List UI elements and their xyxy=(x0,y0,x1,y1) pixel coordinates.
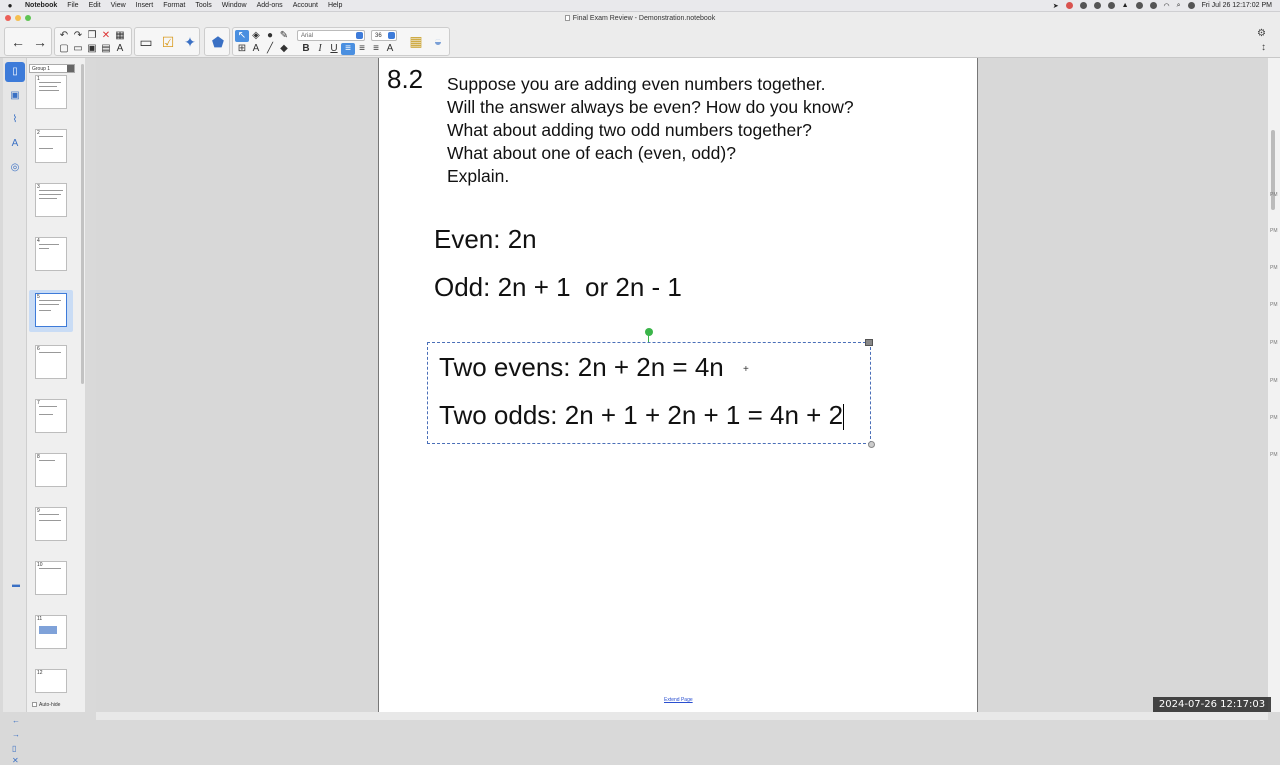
delete-page-icon[interactable]: ✕ xyxy=(12,756,19,765)
recording-timestamp: 2024-07-26 12:17:03 xyxy=(1153,697,1271,712)
thumb-line xyxy=(39,86,57,87)
auto-hide-toggle[interactable] xyxy=(32,702,60,708)
collapse-icon[interactable]: ▬ xyxy=(12,580,20,589)
shape-tool-icon[interactable]: ◈ xyxy=(252,30,260,41)
scrollbar-thumb[interactable] xyxy=(1271,130,1275,210)
thumb-line xyxy=(39,198,57,199)
font-select[interactable] xyxy=(297,30,365,41)
page-thumbnail[interactable] xyxy=(35,669,67,693)
page-thumbnail-selected[interactable] xyxy=(35,293,67,327)
response-icon[interactable]: ☑ xyxy=(161,34,175,50)
toolbar-position-icon[interactable]: ↕ xyxy=(1261,42,1266,53)
thumb-line xyxy=(39,194,61,195)
background-label: PM xyxy=(1270,228,1278,234)
page-thumbnail[interactable] xyxy=(35,237,67,271)
save-icon[interactable]: ▣ xyxy=(87,43,97,54)
status-icon-3[interactable] xyxy=(1108,2,1115,9)
canvas-scrollbar[interactable] xyxy=(1268,58,1280,712)
question-line: Explain. xyxy=(447,166,510,186)
thumb-line xyxy=(39,406,57,407)
page-number: 7 xyxy=(37,400,40,406)
settings-icon[interactable]: ⚙ xyxy=(1257,28,1266,39)
tab-page-sorter[interactable]: ▯ xyxy=(5,62,25,82)
horizontal-scrollbar[interactable] xyxy=(96,712,1268,720)
tab-properties[interactable]: A xyxy=(11,138,19,149)
page-thumbnail[interactable] xyxy=(35,561,67,595)
status-icon-1[interactable] xyxy=(1080,2,1087,9)
text-style-icon[interactable]: A xyxy=(386,43,394,54)
chevron-down-icon xyxy=(67,65,74,72)
group-select-value: Group 1 xyxy=(32,66,51,72)
close-window-button[interactable] xyxy=(5,15,11,21)
align-left-button[interactable]: ≡ xyxy=(341,43,355,55)
apple-icon[interactable]: ● xyxy=(7,1,13,10)
addons-icon[interactable]: ✦ xyxy=(184,34,196,50)
thumb-line xyxy=(39,304,59,305)
tab-addons[interactable]: ◎ xyxy=(10,162,20,173)
group-select[interactable] xyxy=(29,64,75,73)
thumb-line xyxy=(39,352,61,353)
page-icon[interactable]: ▭ xyxy=(73,43,83,54)
format-group xyxy=(232,27,450,56)
menu-addons[interactable]: Add-ons xyxy=(256,2,283,9)
thumb-line xyxy=(39,190,63,191)
erase-page-icon[interactable]: ⬟ xyxy=(211,34,225,50)
font-tool-icon[interactable]: A xyxy=(252,43,260,54)
eraser-group xyxy=(204,27,230,56)
menu-bar xyxy=(0,0,1280,12)
thumb-line xyxy=(39,310,51,311)
background-label: PM xyxy=(1270,378,1278,384)
thumb-line xyxy=(39,568,61,569)
delete-icon[interactable]: ✕ xyxy=(101,30,111,41)
screen-icon[interactable]: ▤ xyxy=(101,43,111,54)
menu-app[interactable]: Notebook xyxy=(25,2,58,9)
add-page-icon[interactable]: ▯ xyxy=(12,744,17,753)
menu-tools[interactable]: Tools xyxy=(195,2,212,9)
extend-page-link[interactable]: Extend Page xyxy=(664,697,693,703)
text-caret xyxy=(843,404,844,430)
bluetooth-icon[interactable] xyxy=(1150,2,1157,9)
thumb-line xyxy=(39,90,59,91)
toolbar xyxy=(0,25,1280,58)
page-thumbnail[interactable] xyxy=(35,453,67,487)
thumb-line xyxy=(39,300,61,301)
tab-attachments[interactable]: ⌇ xyxy=(12,114,18,125)
notebook-page[interactable] xyxy=(378,58,978,712)
thumb-line xyxy=(39,136,63,137)
window-titlebar xyxy=(0,12,1280,25)
mouse-cursor-icon: + xyxy=(743,364,749,375)
properties-icon[interactable]: ◒ xyxy=(433,33,443,49)
page-number: 2 xyxy=(37,130,40,136)
control-center-icon[interactable] xyxy=(1188,2,1195,9)
color-palette-icon[interactable]: ▦ xyxy=(409,33,423,49)
font-stepper-icon[interactable] xyxy=(356,32,363,39)
question-line: Suppose you are adding even numbers together. xyxy=(447,74,826,94)
size-stepper-icon[interactable] xyxy=(388,32,395,39)
select-tool-icon[interactable]: ↖ xyxy=(235,30,249,42)
minimize-window-button[interactable] xyxy=(15,15,21,21)
page-thumbnail[interactable] xyxy=(35,345,67,379)
search-icon[interactable]: ⌕ xyxy=(1176,1,1181,9)
line-tool-icon[interactable]: ╱ xyxy=(266,43,274,54)
page-thumbnail[interactable] xyxy=(35,399,67,433)
question-line: Will the answer always be even? How do you know? xyxy=(447,97,854,117)
rotate-handle-stem xyxy=(648,335,649,342)
page-thumbnail[interactable] xyxy=(35,75,67,109)
thumb-line xyxy=(39,244,59,245)
undo-icon[interactable]: ↶ xyxy=(59,30,69,41)
page-number: 1 xyxy=(37,76,40,82)
headphones-icon[interactable] xyxy=(1136,2,1143,9)
italic-button[interactable]: I xyxy=(318,43,322,54)
background-label: PM xyxy=(1270,415,1278,421)
location-icon[interactable]: ➤ xyxy=(1052,2,1059,10)
status-icon-2[interactable] xyxy=(1094,2,1101,9)
thumb-line xyxy=(39,82,61,83)
text-tool-icon[interactable]: A xyxy=(116,43,124,54)
sidebar-tabstrip xyxy=(3,58,27,765)
bold-button[interactable]: B xyxy=(302,43,310,54)
page-number: 4 xyxy=(37,238,40,244)
sorter-scrollbar[interactable] xyxy=(81,64,84,384)
background-label: PM xyxy=(1270,192,1278,198)
page-number: 11 xyxy=(37,616,43,622)
font-size-value: 36 xyxy=(375,33,382,39)
maximize-window-button[interactable] xyxy=(25,15,31,21)
even-definition[interactable]: Even: 2n xyxy=(434,224,537,254)
menu-help[interactable]: Help xyxy=(327,2,343,9)
new-page-icon[interactable]: ▢ xyxy=(59,43,69,54)
screen-shade-icon[interactable]: ▭ xyxy=(139,34,153,50)
next-page-button[interactable]: → xyxy=(33,34,47,50)
thumb-line xyxy=(39,520,61,521)
page-thumbnail[interactable] xyxy=(35,507,67,541)
thumb-line xyxy=(39,460,55,461)
move-sidebar-left-icon[interactable]: ← xyxy=(12,716,20,725)
previous-page-button[interactable]: ← xyxy=(11,34,25,50)
odd-definition[interactable]: Odd: 2n + 1 or 2n - 1 xyxy=(434,272,682,302)
warning-icon[interactable]: ▲ xyxy=(1121,2,1129,9)
thumb-line xyxy=(39,414,53,415)
menubar-clock[interactable]: Fri Jul 26 12:17:02 PM xyxy=(1201,2,1272,9)
two-odds-text: Two odds: 2n + 1 + 2n + 1 = 4n + 2 xyxy=(439,400,844,430)
insert-group xyxy=(134,27,200,56)
underline-button[interactable]: U xyxy=(330,43,338,54)
page-thumbnail[interactable] xyxy=(35,183,67,217)
menu-file[interactable]: File xyxy=(67,2,79,9)
menu-window[interactable]: Window xyxy=(221,2,247,9)
background-label: PM xyxy=(1270,302,1278,308)
font-value: Arial xyxy=(301,33,314,39)
background-label: PM xyxy=(1270,265,1278,271)
question-line: What about adding two odd numbers together? xyxy=(447,120,812,140)
copy-icon[interactable]: ❐ xyxy=(87,30,97,41)
eraser-tool-icon[interactable]: ◆ xyxy=(280,43,288,54)
fill-tool-icon[interactable]: ● xyxy=(266,30,274,41)
redo-icon[interactable]: ↷ xyxy=(73,30,83,41)
move-sidebar-right-icon[interactable]: → xyxy=(12,730,20,739)
menu-edit[interactable]: Edit xyxy=(88,2,101,9)
page-number: 6 xyxy=(37,346,40,352)
page-number: 5 xyxy=(37,294,40,300)
pen-tool-icon[interactable]: ✎ xyxy=(279,30,289,41)
page-number: 12 xyxy=(37,670,43,676)
page-number: 10 xyxy=(37,562,43,568)
two-evens-equation[interactable]: Two evens: 2n + 2n = 4n xyxy=(439,352,724,382)
align-center-button[interactable]: ≡ xyxy=(359,43,365,54)
checkbox-icon[interactable] xyxy=(32,702,37,707)
section-number[interactable]: 8.2 xyxy=(387,64,424,94)
background-label: PM xyxy=(1270,452,1278,458)
table-tool-icon[interactable]: ⊞ xyxy=(237,43,247,54)
thumb-line xyxy=(39,148,53,149)
tab-gallery[interactable]: ▣ xyxy=(10,90,20,101)
thumb-line xyxy=(39,248,49,249)
font-size-select[interactable] xyxy=(371,30,397,41)
window-title: Final Exam Review - Demonstration.notebook xyxy=(572,15,716,22)
wifi-icon[interactable]: ◠ xyxy=(1163,2,1170,10)
resize-handle[interactable] xyxy=(868,441,875,448)
auto-hide-label: Auto-hide xyxy=(39,702,61,708)
align-right-button[interactable]: ≡ xyxy=(373,43,379,54)
question-line: What about one of each (even, odd)? xyxy=(447,143,736,163)
page-number: 9 xyxy=(37,508,40,514)
two-odds-equation[interactable] xyxy=(439,400,844,431)
object-menu-handle[interactable] xyxy=(865,339,873,346)
document-icon xyxy=(565,15,570,21)
rotate-handle[interactable] xyxy=(645,328,653,336)
nav-group xyxy=(4,27,52,56)
page-thumbnail[interactable] xyxy=(35,615,67,649)
menu-account[interactable]: Account xyxy=(292,2,318,9)
background-label: PM xyxy=(1270,340,1278,346)
page-number: 8 xyxy=(37,454,40,460)
page-number: 3 xyxy=(37,184,40,190)
edit-group xyxy=(54,27,132,56)
table-icon[interactable]: ▦ xyxy=(115,30,125,41)
record-icon[interactable] xyxy=(1066,2,1073,9)
menu-view[interactable]: View xyxy=(110,2,126,9)
question-text[interactable] xyxy=(447,73,854,188)
thumb-block xyxy=(39,626,57,634)
thumb-line xyxy=(39,514,59,515)
page-thumbnail[interactable] xyxy=(35,129,67,163)
menu-insert[interactable]: Insert xyxy=(135,2,154,9)
menu-format[interactable]: Format xyxy=(163,2,186,9)
